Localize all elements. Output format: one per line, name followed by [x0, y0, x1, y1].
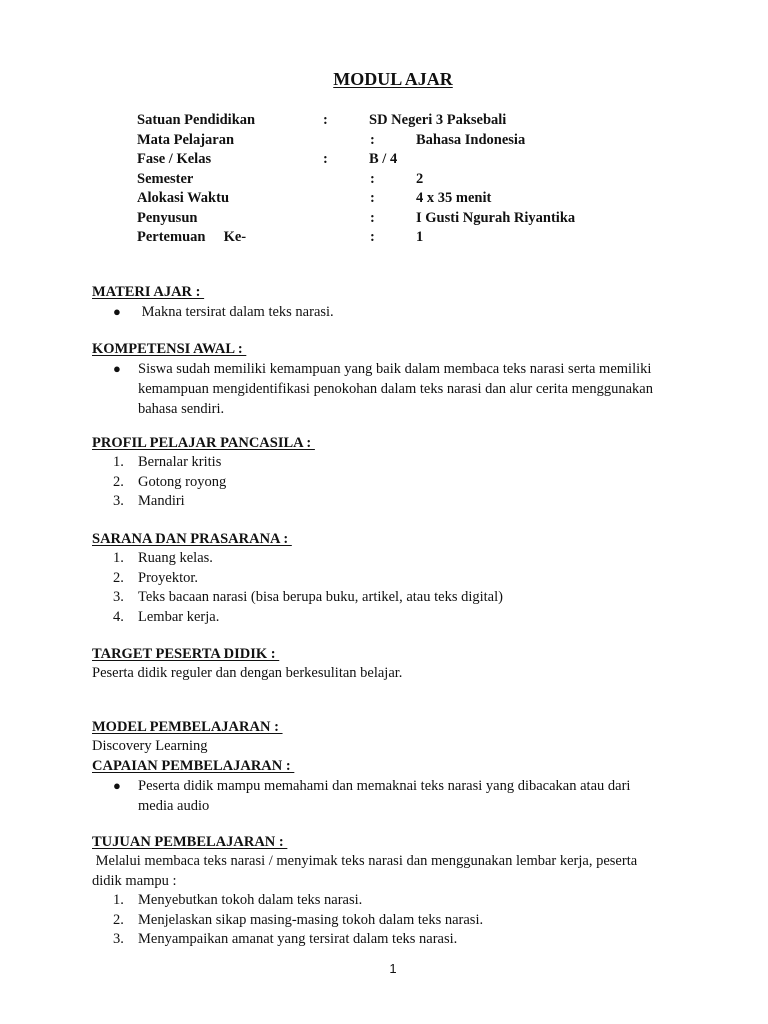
bullet-text-line: Peserta didik mampu memahami dan memaknai teks narasi yang dibacakan atau dari: [138, 778, 631, 794]
info-colon: :: [323, 112, 328, 128]
bullet-text: Makna tersirat dalam teks narasi.: [138, 304, 334, 320]
list-text: Teks bacaan narasi (bisa berupa buku, artikel, atau teks digital): [138, 589, 503, 605]
section-heading: SARANA DAN PRASARANA :: [92, 531, 292, 547]
document-title: MODUL AJAR: [333, 69, 453, 89]
section-materi-ajar: [92, 283, 712, 322]
list-number: 2.: [113, 473, 124, 490]
list-number: 4.: [113, 608, 124, 625]
paragraph-text: Melalui membaca teks narasi / menyimak teks narasi dan menggunakan lembar kerja, peserta: [92, 853, 638, 869]
bullet-dot-icon: ●: [113, 778, 121, 793]
list-text: Mandiri: [138, 493, 185, 509]
bullet-dot-icon: ●: [113, 304, 121, 319]
list-text: Menyampaikan amanat yang tersirat dalam teks narasi.: [138, 931, 458, 947]
list-item: [92, 453, 712, 473]
section-heading: MODEL PEMBELAJARAN :: [92, 719, 283, 735]
section-sarana-prasarana: [92, 530, 712, 627]
info-label: Pertemuan Ke-: [137, 229, 247, 245]
info-value: B / 4: [369, 151, 398, 167]
bullet-text-line: kemampuan mengidentifikasi penokohan dalam teks narasi dan alur cerita menggunakan: [138, 381, 653, 397]
section-heading: KOMPETENSI AWAL :: [92, 341, 247, 357]
section-heading: PROFIL PELAJAR PANCASILA :: [92, 435, 315, 451]
list-number: 1.: [113, 454, 124, 470]
list-item: [92, 588, 712, 608]
bullet-item: [92, 776, 712, 816]
info-label: Penyusun: [137, 209, 198, 226]
bullet-text-line: media audio: [138, 798, 210, 814]
list-text: Bernalar kritis: [138, 454, 222, 470]
info-value: 1: [416, 229, 424, 245]
info-label: Semester: [137, 170, 194, 187]
info-label: Satuan Pendidikan: [137, 112, 256, 128]
info-colon: :: [370, 170, 375, 187]
list-number: 2.: [113, 569, 124, 586]
bullet-text-line: bahasa sendiri.: [138, 401, 225, 417]
bullet-dot-icon: ●: [113, 361, 121, 376]
section-profil-pelajar: [92, 434, 712, 512]
info-value: Bahasa Indonesia: [416, 131, 526, 148]
info-colon: :: [370, 190, 375, 206]
list-number: 2.: [113, 911, 124, 928]
section-capaian-pembelajaran: [92, 757, 712, 816]
list-item: [92, 911, 712, 931]
info-value: 2: [416, 170, 424, 187]
list-item: [92, 492, 712, 512]
section-heading: MATERI AJAR :: [92, 284, 205, 300]
section-heading: TUJUAN PEMBELAJARAN :: [92, 834, 288, 850]
section-heading: CAPAIAN PEMBELAJARAN :: [92, 758, 295, 774]
bullet-item: [92, 302, 712, 322]
list-text: Menyebutkan tokoh dalam teks narasi.: [138, 892, 363, 908]
bullet-item: [92, 359, 712, 419]
list-item: [92, 608, 712, 628]
list-item: [92, 891, 712, 911]
section-kompetensi-awal: [92, 340, 712, 419]
paragraph-text: Peserta didik reguler dan dengan berkesulitan belajar.: [92, 665, 403, 681]
info-colon: :: [370, 229, 375, 245]
list-text: Menjelaskan sikap masing-masing tokoh dalam teks narasi.: [138, 911, 484, 928]
list-number: 1.: [113, 892, 124, 908]
list-item: [92, 930, 712, 950]
list-item: [92, 569, 712, 589]
section-heading: TARGET PESERTA DIDIK :: [92, 646, 280, 662]
info-colon: :: [370, 209, 375, 226]
bullet-text-line: Siswa sudah memiliki kemampuan yang baik dalam membaca teks narasi serta memiliki: [138, 361, 652, 377]
section-tujuan-pembelajaran: [92, 833, 712, 950]
paragraph-text: didik mampu :: [92, 872, 177, 889]
section-model-pembelajaran: [92, 718, 712, 757]
list-number: 3.: [113, 589, 124, 605]
list-number: 1.: [113, 550, 124, 566]
list-item: [92, 549, 712, 569]
list-number: 3.: [113, 931, 124, 947]
list-text: Lembar kerja.: [138, 608, 220, 625]
list-item: [92, 473, 712, 493]
section-target-peserta: [92, 645, 712, 684]
page-number: 1: [389, 961, 397, 976]
info-value: SD Negeri 3 Paksebali: [369, 112, 507, 128]
info-colon: :: [370, 131, 375, 148]
info-label: Alokasi Waktu: [137, 190, 230, 206]
list-text: Gotong royong: [138, 473, 227, 490]
info-value: 4 x 35 menit: [416, 190, 492, 206]
info-label: Mata Pelajaran: [137, 131, 235, 148]
paragraph-text: Discovery Learning: [92, 738, 208, 754]
list-text: Proyektor.: [138, 569, 199, 586]
list-number: 3.: [113, 493, 124, 509]
info-value: I Gusti Ngurah Riyantika: [416, 209, 576, 226]
info-colon: :: [323, 151, 328, 167]
info-label: Fase / Kelas: [137, 151, 212, 167]
list-text: Ruang kelas.: [138, 550, 213, 566]
